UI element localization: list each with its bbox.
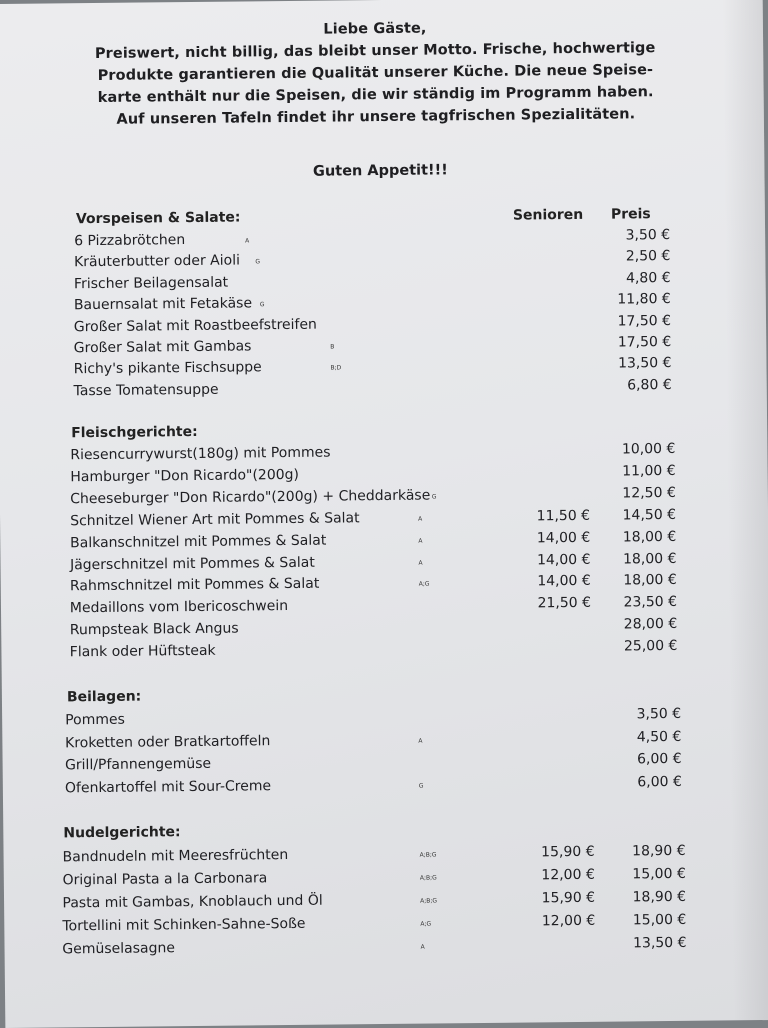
dish-name: Großer Salat mit Gambas xyxy=(73,338,252,357)
price: 14,50 € xyxy=(622,506,677,524)
price: 4,80 € xyxy=(625,269,671,287)
dish-name: Balkanschnitzel mit Pommes & Salat xyxy=(70,532,327,552)
price: 6,00 € xyxy=(637,773,682,791)
dish-name: Großer Salat mit Roastbeefstreifen xyxy=(73,316,317,336)
price: 2,50 € xyxy=(625,247,671,265)
price: 13,50 € xyxy=(633,934,687,952)
intro-line: Preiswert, nicht billig, das bleibt unser Motto. Frische, hochwertige xyxy=(94,40,656,63)
intro-line: Liebe Gäste, xyxy=(323,20,427,38)
allergen-code: B xyxy=(330,343,335,351)
senior-price: 12,00 € xyxy=(541,866,595,884)
price: 10,00 € xyxy=(621,440,676,458)
intro-line: Produkte garantieren die Qualität unserer Küche. Die neue Speise- xyxy=(97,62,654,84)
allergen-code: G xyxy=(431,493,437,501)
senior-price: 15,90 € xyxy=(541,843,595,861)
allergen-code: G xyxy=(255,258,261,266)
price: 18,00 € xyxy=(622,550,677,568)
price: 12,50 € xyxy=(622,484,676,502)
allergen-code: A xyxy=(418,537,423,545)
dish-name: Gemüselasagne xyxy=(62,940,176,958)
senior-price: 21,50 € xyxy=(537,594,592,612)
dish-name: Tasse Tomatensuppe xyxy=(73,381,219,400)
price: 18,90 € xyxy=(632,888,687,906)
allergen-code: A;B;G xyxy=(419,874,437,882)
allergen-code: A xyxy=(418,559,423,567)
allergen-code: A;B;G xyxy=(419,851,437,859)
price: 17,50 € xyxy=(617,333,672,351)
dish-name: Bauernsalat mit Fetakäse xyxy=(73,295,253,314)
seniors-column-header: Senioren xyxy=(512,206,584,224)
dish-name: Cheeseburger "Don Ricardo"(200g) + Cheddarkäse xyxy=(70,487,431,508)
dish-name: Grill/Pfannengemüse xyxy=(64,755,212,774)
senior-price: 14,00 € xyxy=(536,551,591,569)
price: 18,00 € xyxy=(623,571,677,589)
dish-name: Rumpsteak Black Angus xyxy=(69,620,239,639)
allergen-code: A xyxy=(245,237,250,245)
price: 11,80 € xyxy=(617,290,671,308)
price: 18,90 € xyxy=(632,842,686,860)
senior-price: 14,00 € xyxy=(536,529,591,547)
allergen-code: G xyxy=(259,301,265,309)
price: 18,00 € xyxy=(622,528,677,546)
price: 17,50 € xyxy=(617,312,672,330)
price: 11,00 € xyxy=(622,462,676,480)
dish-name: Schnitzel Wiener Art mit Pommes & Salat xyxy=(70,510,360,530)
dish-name: Original Pasta a la Carbonara xyxy=(62,870,268,889)
senior-price: 11,50 € xyxy=(536,507,591,525)
dish-name: Riesencurrywurst(180g) mit Pommes xyxy=(70,444,331,464)
dish-name: Jägerschnitzel mit Pommes & Salat xyxy=(69,554,315,574)
price: 3,50 € xyxy=(636,705,682,723)
price: 15,00 € xyxy=(632,865,686,883)
intro-text xyxy=(55,15,696,132)
price: 28,00 € xyxy=(623,615,678,633)
allergen-code: A;G xyxy=(418,580,430,588)
price: 15,00 € xyxy=(632,911,687,929)
allergen-code: A;B;G xyxy=(420,897,438,905)
dish-name: Bandnudeln mit Meeresfrüchten xyxy=(62,847,289,866)
senior-price: 14,00 € xyxy=(537,572,591,590)
dish-name: Flank oder Hüftsteak xyxy=(69,642,216,661)
dish-name: Kroketten oder Bratkartoffeln xyxy=(65,733,271,752)
allergen-code: A xyxy=(418,737,423,745)
dish-name: Tortellini mit Schinken-Sahne-Soße xyxy=(62,915,306,935)
dish-name: Kräuterbutter oder Aioli xyxy=(73,252,241,271)
greeting: Guten Appetit!!! xyxy=(312,162,448,180)
dish-name: Pasta mit Gambas, Knoblauch und Öl xyxy=(62,892,323,912)
price: 6,80 € xyxy=(627,376,672,394)
price: 25,00 € xyxy=(623,637,678,655)
section-title: Beilagen: xyxy=(66,688,142,706)
price: 13,50 € xyxy=(617,354,672,372)
dish-name: Pommes xyxy=(65,711,125,729)
section-title: Fleischgerichte: xyxy=(71,423,198,442)
section-title: Vorspeisen & Salate: xyxy=(75,209,241,228)
intro-line: karte enthält nur die Speisen, die wir ständig im Programm haben. xyxy=(97,84,654,106)
price: 4,50 € xyxy=(636,728,682,746)
dish-name: Richy's pikante Fischsuppe xyxy=(73,359,262,378)
price: 6,00 € xyxy=(636,750,682,768)
dish-name: Frischer Beilagensalat xyxy=(73,274,229,293)
dish-name: Medaillons vom Ibericoschwein xyxy=(69,598,289,617)
dish-name: Ofenkartoffel mit Sour-Creme xyxy=(64,778,272,797)
price: 3,50 € xyxy=(625,226,671,244)
allergen-code: A;G xyxy=(420,920,432,928)
intro-line: Auf unseren Tafeln findet ihr unsere tagfrischen Spezialitäten. xyxy=(116,106,636,128)
allergen-code: G xyxy=(418,782,424,790)
section-title: Nudelgerichte: xyxy=(63,824,181,842)
dish-name: Rahmschnitzel mit Pommes & Salat xyxy=(69,575,320,595)
price-column-header: Preis xyxy=(610,206,651,223)
allergen-code: B;D xyxy=(330,364,342,372)
dish-name: Hamburger "Don Ricardo"(200g) xyxy=(70,466,300,486)
allergen-code: A xyxy=(418,515,423,523)
senior-price: 15,90 € xyxy=(541,889,596,907)
dish-name: 6 Pizzabrötchen xyxy=(74,232,186,250)
price: 23,50 € xyxy=(623,593,678,611)
senior-price: 12,00 € xyxy=(541,912,596,930)
allergen-code: A xyxy=(420,943,425,951)
